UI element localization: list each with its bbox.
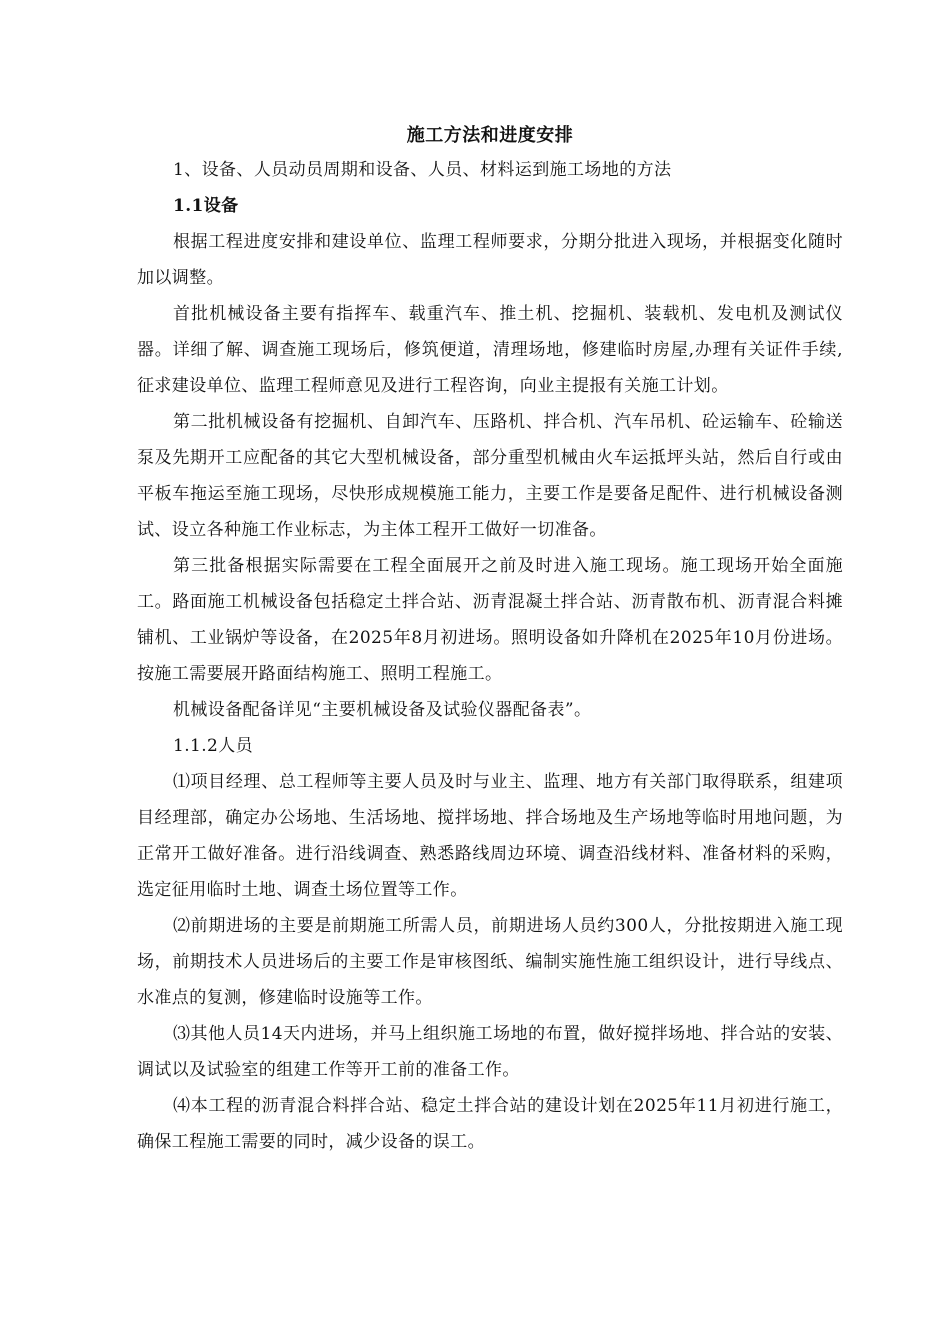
paragraph-personnel-1: ⑴项目经理、总工程师等主要人员及时与业主、监理、地方有关部门取得联系，组建项目经理部，确定办公场地、生活场地、搅拌场地、拌合场地及生产场地等临时用地问题，为正常开工做好准备。进行沿线调查、熟悉路线周边环境、调查沿线材料、准备材料的采购，选定征用临时土地、调查土场位置等工作。 <box>137 772 843 900</box>
paragraph-personnel-3: ⑶其他人员14天内进场，并马上组织施工场地的布置，做好搅拌场地、拌合站的安装、调试以及试验室的组建工作等开工前的准备工作。 <box>137 1024 843 1080</box>
paragraph-second-batch: 第二批机械设备有挖掘机、自卸汽车、压路机、拌合机、汽车吊机、砼运输车、砼输送泵及先期开工应配备的其它大型机械设备，部分重型机械由火车运抵坪头站，然后自行或由平板车拖运至施工现场，尽快形成规模施工能力，主要工作是要备足配件、进行机械设备测试、设立各种施工作业标志，为主体工程开工做好一切准备。 <box>137 412 843 540</box>
document-title: 施工方法和进度安排 <box>406 125 574 146</box>
paragraph-third-batch: 第三批备根据实际需要在工程全面展开之前及时进入施工现场。施工现场开始全面施工。路面施工机械设备包括稳定土拌合站、沥青混凝土拌合站、沥青散布机、沥青混合料摊铺机、工业锅炉等设备，在2025年8月初进场。照明设备如升降机在2025年10月份进场。按施工需要展开路面结构施工、照明工程施工。 <box>137 556 843 684</box>
paragraph-equipment-table-ref: 机械设备配备详见“主要机械设备及试验仪器配备表”。 <box>173 700 592 720</box>
section-heading-1: 1、设备、人员动员周期和设备、人员、材料运到施工场地的方法 <box>173 160 672 180</box>
paragraph-equipment-intro: 根据工程进度安排和建设单位、监理工程师要求，分期分批进入现场，并根据变化随时加以调整。 <box>137 232 843 288</box>
subsection-heading-personnel: 1.1.2人员 <box>173 736 254 756</box>
paragraph-personnel-2: ⑵前期进场的主要是前期施工所需人员，前期进场人员约300人，分批按期进入施工现场，前期技术人员进场后的主要工作是审核图纸、编制实施性施工组织设计，进行导线点、水准点的复测，修建临时设施等工作。 <box>137 916 843 1008</box>
document-body <box>137 120 843 1160</box>
subsection-heading-equipment: 1.1设备 <box>173 196 239 216</box>
paragraph-first-batch: 首批机械设备主要有指挥车、载重汽车、推土机、挖掘机、装载机、发电机及测试仪器。详细了解、调查施工现场后，修筑便道，清理场地，修建临时房屋,办理有关证件手续,征求建设单位、监理工程师意见及进行工程咨询，向业主提报有关施工计划。 <box>137 304 843 396</box>
paragraph-personnel-4: ⑷本工程的沥青混合料拌合站、稳定土拌合站的建设计划在2025年11月初进行施工，确保工程施工需要的同时，减少设备的误工。 <box>137 1096 843 1152</box>
